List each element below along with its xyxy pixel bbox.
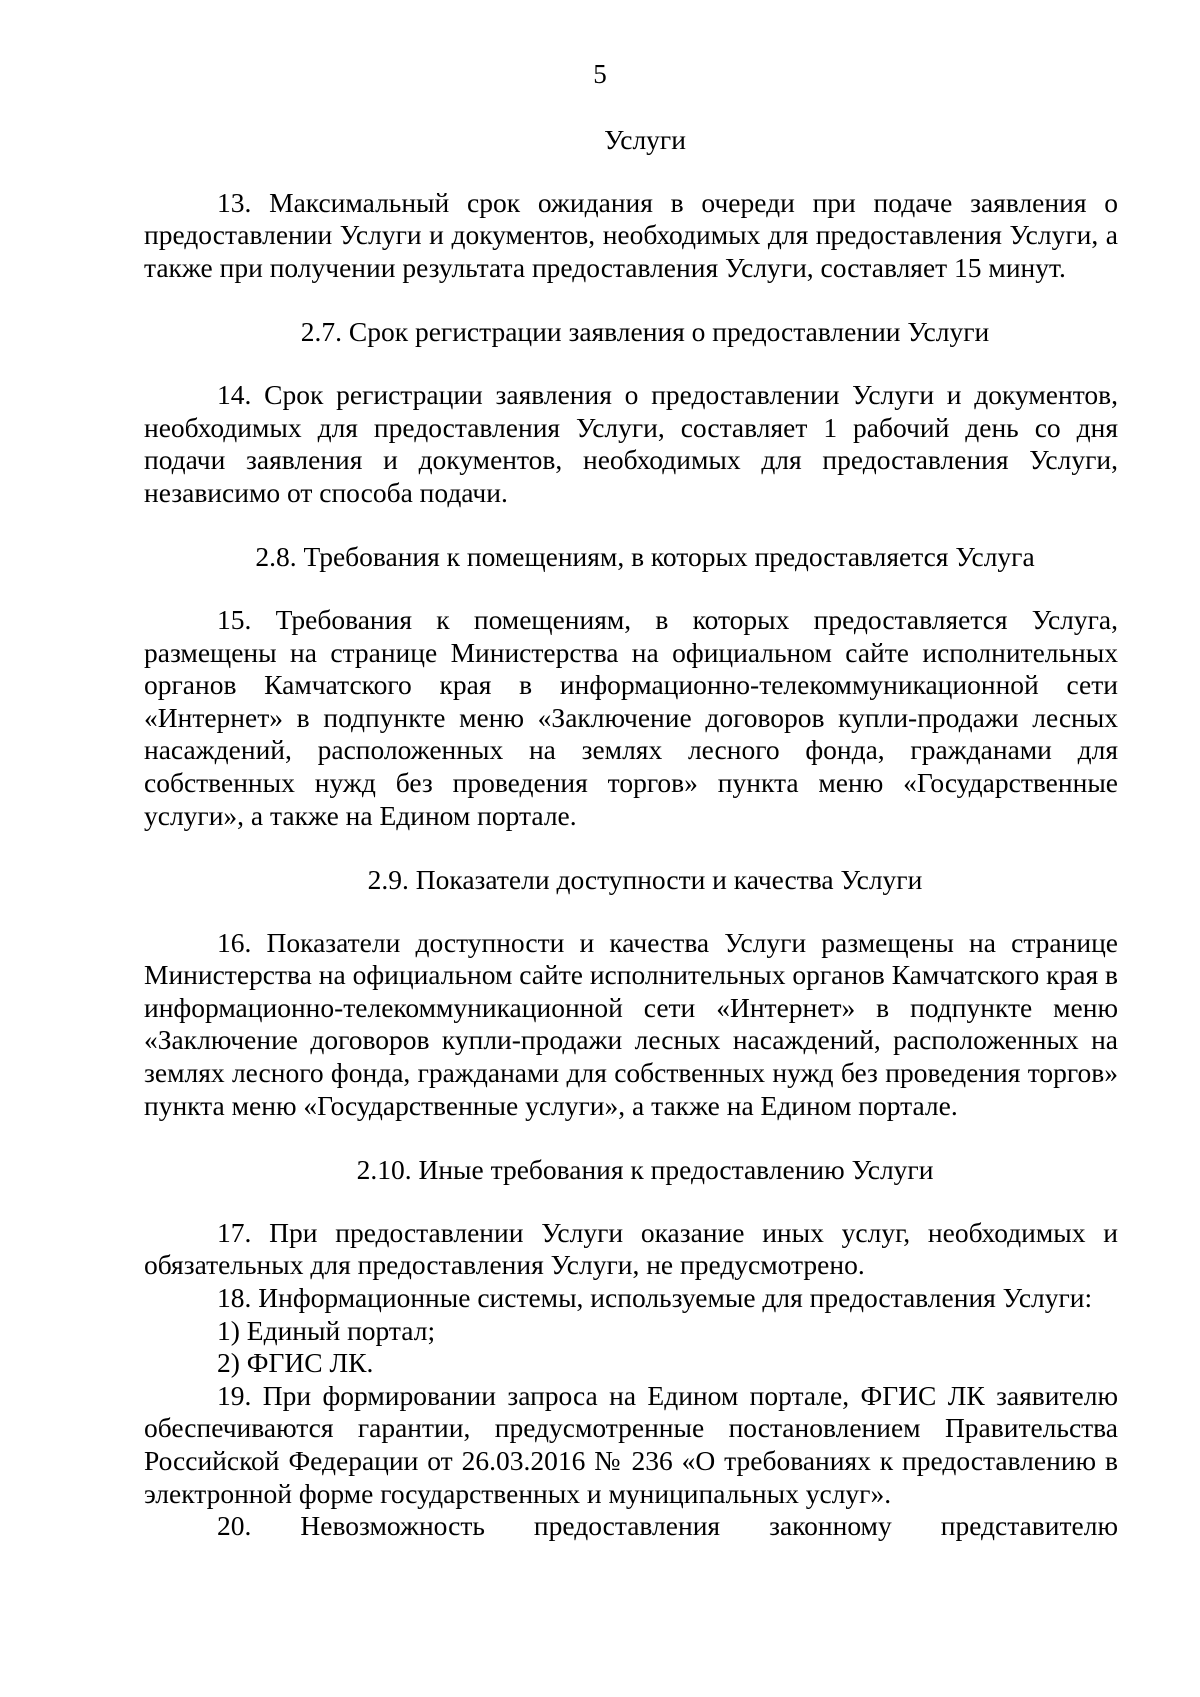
paragraph-15: 15. Требования к помещениям, в которых предоставляется Услуга, размещены на странице Министерства на официальном сайте исполнительных органов Камчатского края в информационно-телекоммуникационной сети «Интернет» в подпункте меню «Заключение договоров купли-продажи лесных насаждений, расположенных на землях лесного фонда, гражданами для собственных нужд без проведения торгов» пункта меню «Государственные услуги», а также на Едином портале.	[144, 603, 1118, 831]
document-body	[144, 124, 1118, 1543]
paragraph-18: 18. Информационные системы, используемые для предоставления Услуги:	[217, 1282, 1093, 1314]
paragraph-20: 20. Невозможность предоставления законному представителю	[217, 1510, 1118, 1542]
section-heading-2-8: 2.8. Требования к помещениям, в которых предоставляется Услуга	[255, 541, 1035, 573]
section-title-fragment: Услуги	[604, 124, 686, 155]
section-heading-2-9: 2.9. Показатели доступности и качества Услуги	[367, 864, 923, 896]
paragraph-14: 14. Срок регистрации заявления о предоставлении Услуги и документов, необходимых для предоставления Услуги, составляет 1 рабочий день со дня подачи заявления и документов, необходимых для предоставления Услуги, независимо от способа подачи.	[144, 378, 1118, 508]
section-heading-2-7: 2.7. Срок регистрации заявления о предоставлении Услуги	[300, 316, 990, 348]
page-number: 5	[593, 59, 607, 89]
paragraph-13: 13. Максимальный срок ожидания в очереди при подаче заявления о предоставлении Услуги и документов, необходимых для предоставления Услуги, а также при получении результата предоставления Услуги, составляет 15 минут.	[144, 186, 1118, 283]
paragraph-17: 17. При предоставлении Услуги оказание иных услуг, необходимых и обязательных для предоставления Услуги, не предусмотрено.	[144, 1216, 1118, 1281]
section-heading-2-10: 2.10. Иные требования к предоставлению Услуги	[356, 1154, 934, 1186]
paragraph-18-item-2: 2) ФГИС ЛК.	[217, 1347, 374, 1379]
paragraph-16: 16. Показатели доступности и качества Услуги размещены на странице Министерства на официальном сайте исполнительных органов Камчатского края в информационно-телекоммуникационной сети «Интернет» в подпункте меню «Заключение договоров купли-продажи лесных насаждений, расположенных на землях лесного фонда, гражданами для собственных нужд без проведения торгов» пункта меню «Государственные услуги», а также на Едином портале.	[144, 926, 1118, 1121]
paragraph-18-item-1: 1) Единый портал;	[217, 1314, 436, 1346]
paragraph-19: 19. При формировании запроса на Едином портале, ФГИС ЛК заявителю обеспечиваются гарантии, предусмотренные постановлением Правительства Российской Федерации от 26.03.2016 № 236 «О требованиях к предоставлению в электронной форме государственных и муниципальных услуг».	[144, 1379, 1118, 1509]
